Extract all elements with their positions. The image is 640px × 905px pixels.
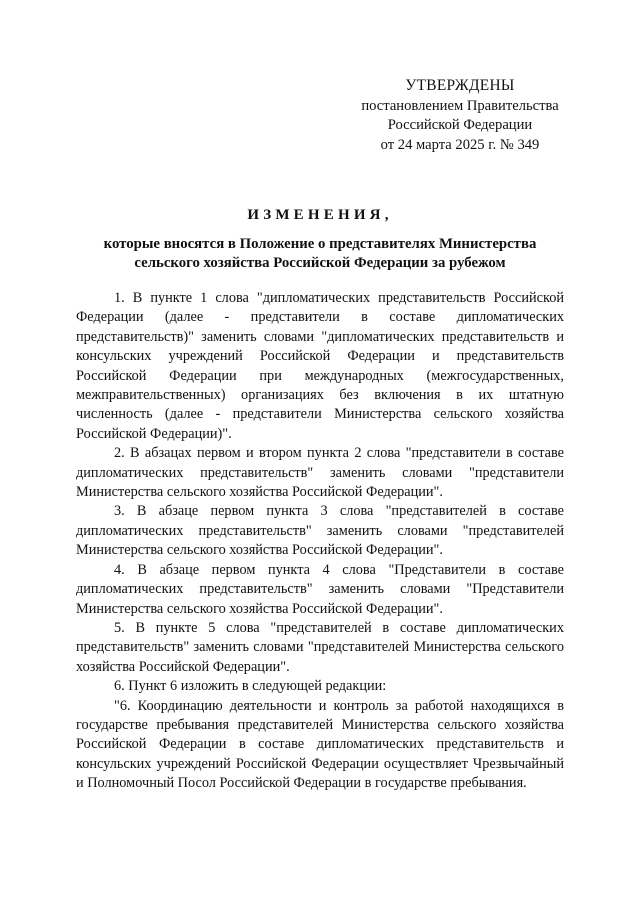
paragraph-3: 3. В абзаце первом пункта 3 слова "представителей в составе дипломатических представительств" заменить словами "представителей Министерства сельского хозяйства Российской Федерации".: [76, 503, 564, 559]
approval-line-2: Российской Федерации: [387, 117, 533, 133]
paragraph-4: 4. В абзаце первом пункта 4 слова "Представители в составе дипломатических представительств" заменить словами "Представители Министерства сельского хозяйства Российской Федерации".: [76, 561, 564, 617]
title-heading: ИЗМЕНЕНИЯ,: [247, 207, 393, 223]
paragraph-6: 6. Пункт 6 изложить в следующей редакции:: [114, 678, 387, 695]
approval-line-1: постановлением Правительства: [361, 97, 559, 114]
paragraph-1: 1. В пункте 1 слова "дипломатических представительств Российской Федерации (далее - представители в составе дипломатических представительств)" заменить словами "дипломатических представительств и консульских учреждений Российской Федерации и представительств Российской Федерации при международных (межгосударственных, межправительственных) организациях без включения в их штатную численность (далее - представители Министерства сельского хозяйства Российской Федерации)".: [76, 290, 564, 442]
approval-date-line: от 24 марта 2025 г. № 349: [380, 136, 540, 153]
paragraph-5: 5. В пункте 5 слова "представителей в составе дипломатических представительств" заменить словами "представителей Министерства сельского хозяйства Российской Федерации".: [76, 619, 564, 675]
title-subtitle-line-1: которые вносятся в Положение о представителях Министерства: [103, 235, 537, 252]
approval-heading: УТВЕРЖДЕНЫ: [405, 77, 515, 94]
paragraph-2: 2. В абзацах первом и втором пункта 2 слова "представители в составе дипломатических представительств" заменить словами "представители Министерства сельского хозяйства Российской Федерации".: [76, 445, 564, 501]
paragraph-7: "6. Координацию деятельности и контроль за работой находящихся в государстве пребывания представителей Министерства сельского хозяйства Российской Федерации в составе дипломатических представительств и консульских учреждений Российской Федерации осуществляет Чрезвычайный и Полномочный Посол Российской Федерации в государстве пребывания.: [76, 697, 564, 792]
document-title: [76, 206, 564, 274]
document-body: [76, 289, 564, 794]
approval-stamp: [350, 76, 570, 155]
title-subtitle-line-2: сельского хозяйства Российской Федерации за рубежом: [134, 255, 506, 271]
